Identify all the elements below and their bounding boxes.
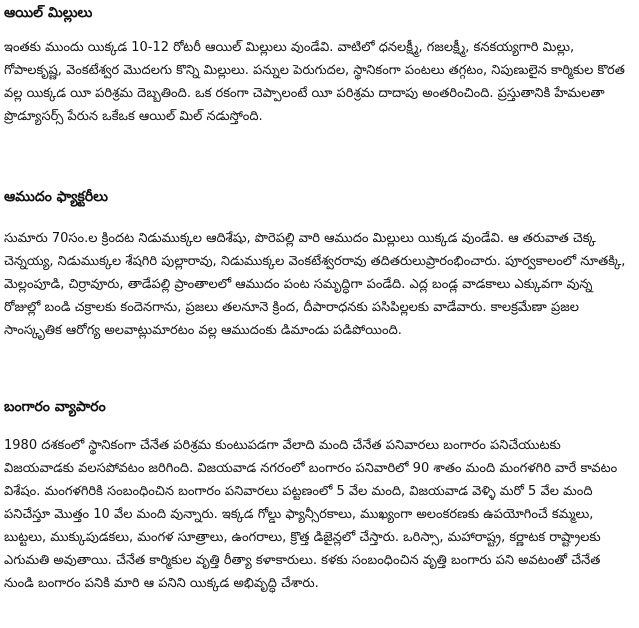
section-heading-gold-business: బంగారం వ్యాపారం — [4, 399, 106, 415]
section-heading-oil-mills: ఆయిల్ మిల్లులు — [4, 5, 93, 21]
section-body-oil-mills: ఇంతకు ముందు యిక్కడ 10-12 రోటరీ ఆయిల్ మిల్లులు వుండేవి. వాటిలో ధనలక్ష్మీ, గజలక్ష్మీ, కనకయ్యగారి మిల్లు, గోపాలకృష్ణ, వెంకటేశ్వర మొదలగు కొన్ని మిల్లులు. పన్నుల పెరుగుదల, స్థానికంగా పంటలు తగ్గటం, నిపుణులైన కార్మికుల కొరత వల్ల యిక్కడ యీ పరిశ్రమ దెబ్బతింది. ఒక రకంగా చెప్పాలంటే యీ పరిశ్రమ దాదాపు అంతరించింది. ప్రస్తుతానికి హేమలతా ప్రొడ్యూసర్స్ పేరున ఒకేఒక ఆయిల్ మిల్ నడుస్తోంది. — [4, 40, 625, 124]
section-heading-castor-factories: ఆముదం ఫ్యాక్టరీలు — [4, 189, 108, 205]
section-body-castor-factories: సుమారు 70సం.ల క్రిందట నిడుముక్కల ఆదిశేషు, పొరెపల్లి వారి ఆముదం మిల్లులు యిక్కడ వుండేవి. ఆ తరువాత చెక్క చెన్నయ్య, నిడుముక్కల శేషగిరి పుల్లారావు, నిడుముక్కల వెంకటేశ్వరరావు తదితరులుప్రారంభించారు. పూర్వకాలంలో నూతక్కి, మెల్లంపూడి, చిర్రావూరు, తాడేపల్లి ప్రాంతాలలో ఆముదం పంట సమృద్ధిగా పండేది. ఎద్ల బండ్ల వాడకాలు ఎక్కువగా వున్న రోజుల్లో బండి చక్రాలకు కందెనగాను, ప్రజలు తలనూనె క్రింద, దీపారాధనకు పసిపిల్లలకు వాడేవారు. కాలక్రమేణా ప్రజల సాంస్కృతిక ఆరోగ్య అలవాట్లుమారటం వల్ల ఆముదంకు డిమాండు పడిపోయింది. — [4, 231, 626, 338]
section-body-gold-business: 1980 దశకంలో స్థానికంగా చేనేత పరిశ్రమ కుంటుపడగా వేలాది మంది చేనేత పనివారలు బంగారం పనిచేయుటకు విజయవాడకు వలసపోవటం జరిగింది. విజయవాడ నగరంలో బంగారం పనివారిలో 90 శాతం మంది మంగళగిరి వారే కావటం విశేషం. మంగళగిరికి సంబంధించిన బంగారం పనివారలు పట్టణంలో 5 వేల మంది, విజయవాడ వెళ్ళి మరో 5 వేల మంది పనిచేస్తూ మొత్తం 10 వేల మంది వున్నారు. ఇక్కడ గోల్డు ఫ్యాన్సీరకాలు, ముఖ్యంగా అలంకరణకు ఉపయోగించే కమ్మలు, బుట్టలు, ముక్కుపుడకలు, మంగళ సూత్రాలు, ఉంగరాలు, క్రొత్త డిజైన్లలో చేస్తారు. ఒరిస్సా, మహారాష్ట్ర, కర్ణాటక రాష్ట్రాలకు ఎగుమతి అవుతాయి. చేనేత కార్మికుల వృత్తి రీత్యా కళాకారులు. కళకు సంబంధించిన వృత్తి బంగారు పని అవటంతో చేనేత నుండి బంగారం పనికి మారి ఆ పనిని యిక్కడ అభివృద్ధి చేశారు. — [4, 438, 618, 591]
